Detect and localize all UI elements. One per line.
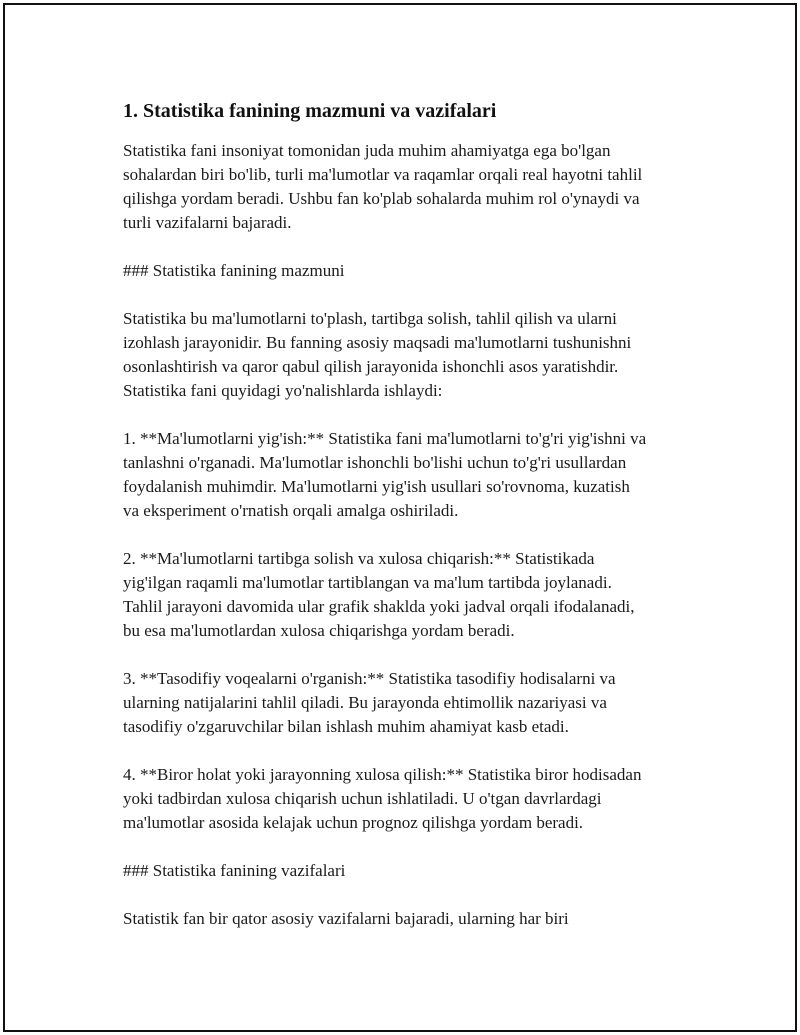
text-line: 1. **Ma'lumotlarni yig'ish:** Statistika fani ma'lumotlarni to'g'ri yig'ishni va — [123, 429, 647, 448]
text-line: bu esa ma'lumotlardan xulosa chiqarishga yordam beradi. — [123, 621, 515, 640]
list-item-2 — [123, 547, 703, 643]
closing-paragraph — [123, 907, 703, 931]
document-title: 1. Statistika fanining mazmuni va vazifalari — [123, 100, 497, 122]
text-line: va eksperiment o'rnatish orqali amalga oshiriladi. — [123, 501, 459, 520]
text-line: turli vazifalarni bajaradi. — [123, 213, 292, 232]
text-line: 3. **Tasodifiy voqealarni o'rganish:** Statistika tasodifiy hodisalarni va — [123, 669, 616, 688]
text-line: Statistika bu ma'lumotlarni to'plash, tartibga solish, tahlil qilish va ularni — [123, 309, 617, 328]
list-item-3 — [123, 667, 703, 739]
text-line: yoki tadbirdan xulosa chiqarish uchun ishlatiladi. U o'tgan davrlardagi — [123, 789, 602, 808]
text-line: 2. **Ma'lumotlarni tartibga solish va xulosa chiqarish:** Statistikada — [123, 549, 595, 568]
text-line: sohalardan biri bo'lib, turli ma'lumotlar va raqamlar orqali real hayotni tahlil — [123, 165, 643, 184]
list-item-1 — [123, 427, 703, 523]
intro-paragraph — [123, 139, 703, 235]
document-page — [3, 3, 797, 1032]
text-line: tasodifiy o'zgaruvchilar bilan ishlash muhim ahamiyat kasb etadi. — [123, 717, 569, 736]
text-line: ularning natijalarini tahlil qiladi. Bu jarayonda ehtimollik nazariyasi va — [123, 693, 607, 712]
text-line: foydalanish muhimdir. Ma'lumotlarni yig'ish usullari so'rovnoma, kuzatish — [123, 477, 630, 496]
text-line: izohlash jarayonidir. Bu fanning asosiy maqsadi ma'lumotlarni tushunishni — [123, 333, 632, 352]
text-line: qilishga yordam beradi. Ushbu fan ko'plab sohalarda muhim rol o'ynaydi va — [123, 189, 640, 208]
list-item-4 — [123, 763, 703, 835]
mazmuni-paragraph — [123, 307, 703, 403]
text-line: Statistika fani insoniyat tomonidan juda muhim ahamiyatga ega bo'lgan — [123, 141, 611, 160]
text-line: Statistik fan bir qator asosiy vazifalarni bajaradi, ularning har biri — [123, 909, 569, 928]
document-body — [123, 95, 703, 955]
text-line: osonlashtirish va qaror qabul qilish jarayonida ishonchli asos yaratishdir. — [123, 357, 619, 376]
text-line: yig'ilgan raqamli ma'lumotlar tartiblangan va ma'lum tartibda joylanadi. — [123, 573, 612, 592]
text-line: Statistika fani quyidagi yo'nalishlarda ishlaydi: — [123, 381, 443, 400]
text-line: 4. **Biror holat yoki jarayonning xulosa qilish:** Statistika biror hodisadan — [123, 765, 642, 784]
text-line: tanlashni o'rganadi. Ma'lumotlar ishonchli bo'lishi uchun to'g'ri usullardan — [123, 453, 627, 472]
text-line: Tahlil jarayoni davomida ular grafik shaklda yoki jadval orqali ifodalanadi, — [123, 597, 635, 616]
text-line: ma'lumotlar asosida kelajak uchun prognoz qilishga yordam beradi. — [123, 813, 584, 832]
subheading-mazmuni: ### Statistika fanining mazmuni — [123, 261, 345, 280]
subheading-vazifalari: ### Statistika fanining vazifalari — [123, 861, 346, 880]
